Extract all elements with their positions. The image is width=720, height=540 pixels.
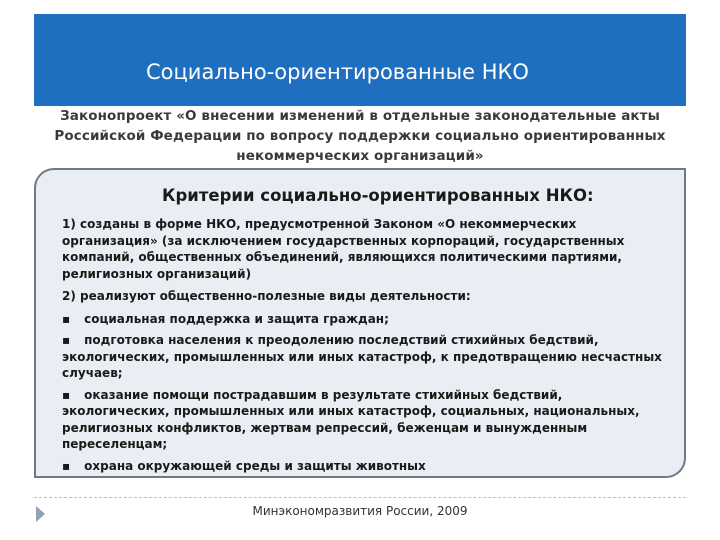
activities-list xyxy=(62,311,662,475)
list-item xyxy=(62,387,662,453)
list-item xyxy=(62,458,662,475)
criteria-box xyxy=(34,168,686,478)
bullet-icon: ▪ xyxy=(62,333,71,347)
list-item xyxy=(62,332,662,382)
slide-title: Социально-ориентированные НКО xyxy=(146,60,529,84)
subtitle xyxy=(50,106,670,166)
bullet-icon: ▪ xyxy=(62,458,71,473)
activity-text: подготовка населения к преодолению последствий стихийных бедствий, экологических, промышленных или иных катастроф, к предотвращению несчастных случаев; xyxy=(62,333,662,380)
criterion-2: 2) реализуют общественно-полезные виды деятельности: xyxy=(62,289,471,303)
footer-divider xyxy=(34,497,686,498)
subtitle-line-1: Законопроект «О внесении изменений в отдельные законодательные акты xyxy=(60,108,660,124)
activity-text: охрана окружающей среды и защиты животных xyxy=(84,458,426,473)
bullet-icon: ▪ xyxy=(62,387,71,402)
criteria-content xyxy=(62,216,662,479)
subtitle-line-3: некоммерческих организаций» xyxy=(236,148,484,164)
subtitle-line-2: Российской Федерации по вопросу поддержки социально ориентированных xyxy=(54,128,666,144)
list-item xyxy=(62,311,662,328)
activity-text: социальная поддержка и защита граждан; xyxy=(84,311,389,326)
bullet-icon: ▪ xyxy=(62,311,71,326)
title-bar xyxy=(34,14,686,106)
activity-text: оказание помощи пострадавшим в результате стихийных бедствий, экологических, промышленных или иных катастроф, социальных, национальных, религиозных конфликтов, жертвам репрессий, беженцам и вынужденным переселенцам; xyxy=(62,387,640,451)
footer-source: Минэкономразвития России, 2009 xyxy=(252,504,468,518)
criterion-1: 1) созданы в форме НКО, предусмотренной Законом «О некоммерческих организация» (за исключением государственных корпораций, государственных компаний, общественных объединений, являющихся политическими партиями, религиозных организаций) xyxy=(62,217,625,281)
criteria-heading: Критерии социально-ориентированных НКО: xyxy=(162,186,594,205)
